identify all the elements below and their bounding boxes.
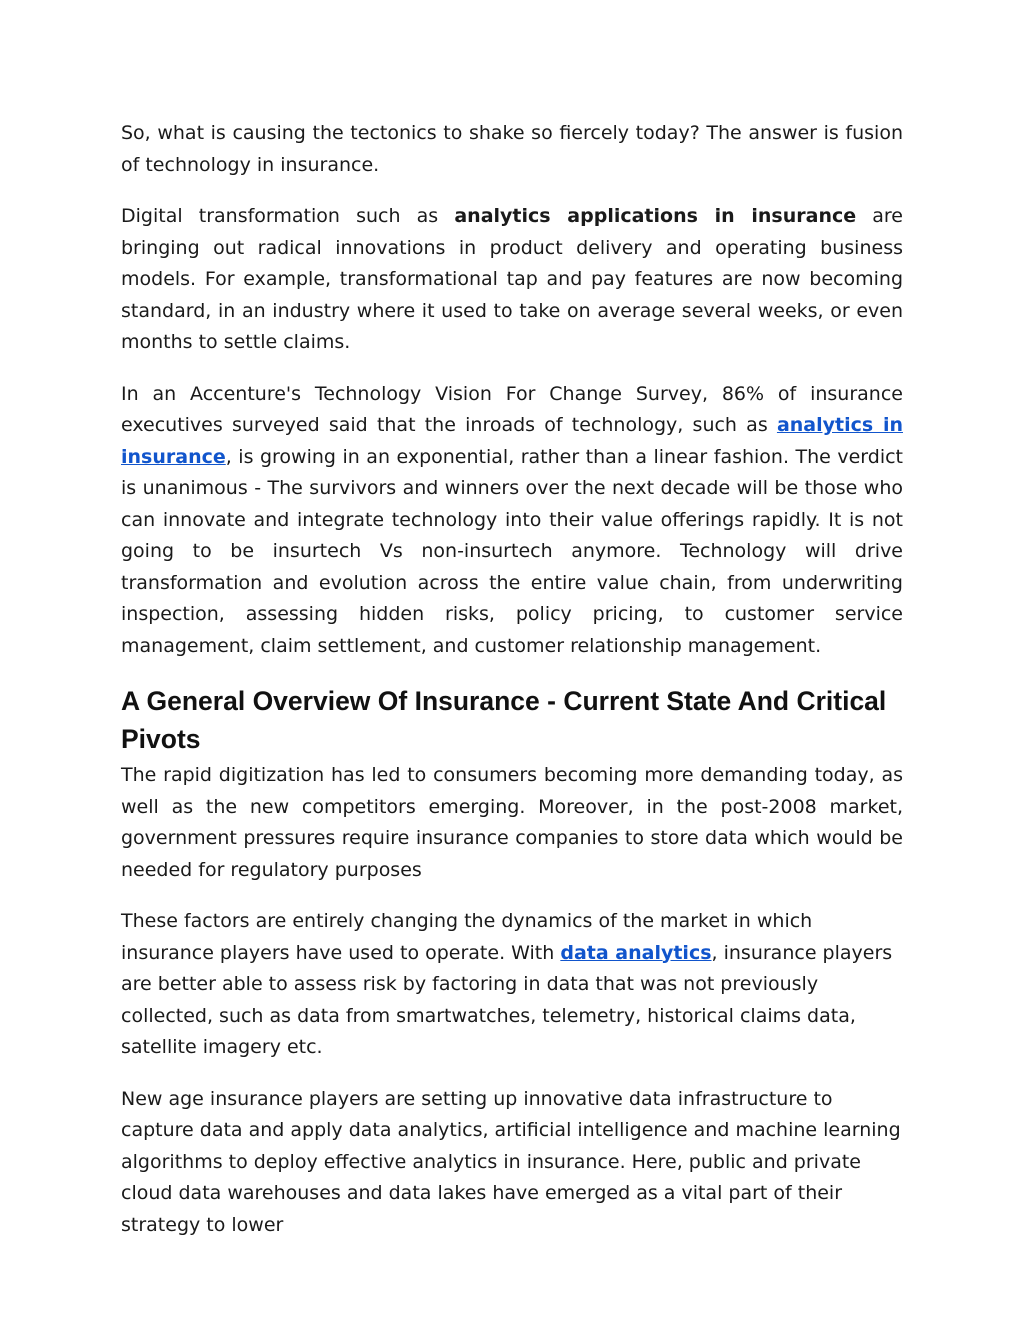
bold-phrase: analytics applications in insurance	[454, 205, 857, 227]
paragraph-digital-transformation	[121, 201, 903, 359]
paragraph-text: are bringing out radical innovations in product delivery and operating business models. For example, transformational tap and pay features are now becoming standard, in an industry where it used to take on average several weeks, or even months to settle claims.	[121, 205, 903, 353]
paragraph-intro	[121, 118, 903, 181]
paragraph-text: , is growing in an exponential, rather than a linear fashion. The verdict is unanimous - The survivors and winners over the next decade will be those who can innovate and integrate technology into their value offerings rapidly. It is not going to be insurtech Vs non-insurtech anymore. Technology will drive transformation and evolution across the entire value chain, from underwriting inspection, assessing hidden risks, policy pricing, to customer service management, claim settlement, and customer relationship management.	[121, 445, 903, 657]
paragraph-text: The rapid digitization has led to consumers becoming more demanding today, as well as the new competitors emerging. Moreover, in the post-2008 market, government pressures require insurance companies to store data which would be needed for regulatory purposes	[121, 764, 903, 881]
document-page	[121, 118, 903, 1261]
paragraph-rapid-digitization	[121, 760, 903, 886]
paragraph-text: These factors are entirely changing the dynamics of the market in which insurance players have used to operate. With	[121, 910, 813, 964]
paragraph-market-dynamics	[121, 906, 903, 1064]
paragraph-accenture-survey	[121, 379, 903, 663]
paragraph-text: In an Accenture's Technology Vision For Change Survey, 86% of insurance executives surveyed said that the inroads of technology, such as	[121, 382, 903, 436]
analytics-in-insurance-link[interactable]: analytics in insurance	[121, 414, 903, 468]
paragraph-text: Digital transformation such as	[121, 205, 455, 227]
paragraph-text: New age insurance players are setting up innovative data infrastructure to capture data and apply data analytics, artificial intelligence and machine learning algorithms to deploy effective analytics in insurance. Here, public and private cloud data warehouses and data lakes have emerged as a vital part of their strategy to lower	[121, 1087, 901, 1236]
data-analytics-link[interactable]: data analytics	[560, 941, 712, 964]
paragraph-intro-text: So, what is causing the tectonics to shake so fiercely today? The answer is fusion of technology in insurance.	[121, 122, 903, 176]
paragraph-new-age-players	[121, 1084, 903, 1242]
section-heading: A General Overview Of Insurance - Current State And Critical Pivots	[121, 686, 887, 754]
paragraph-text: , insurance players are better able to assess risk by factoring in data that was not previously collected, such as data from smartwatches, telemetry, historical claims data, satellite imagery etc.	[121, 941, 893, 1058]
